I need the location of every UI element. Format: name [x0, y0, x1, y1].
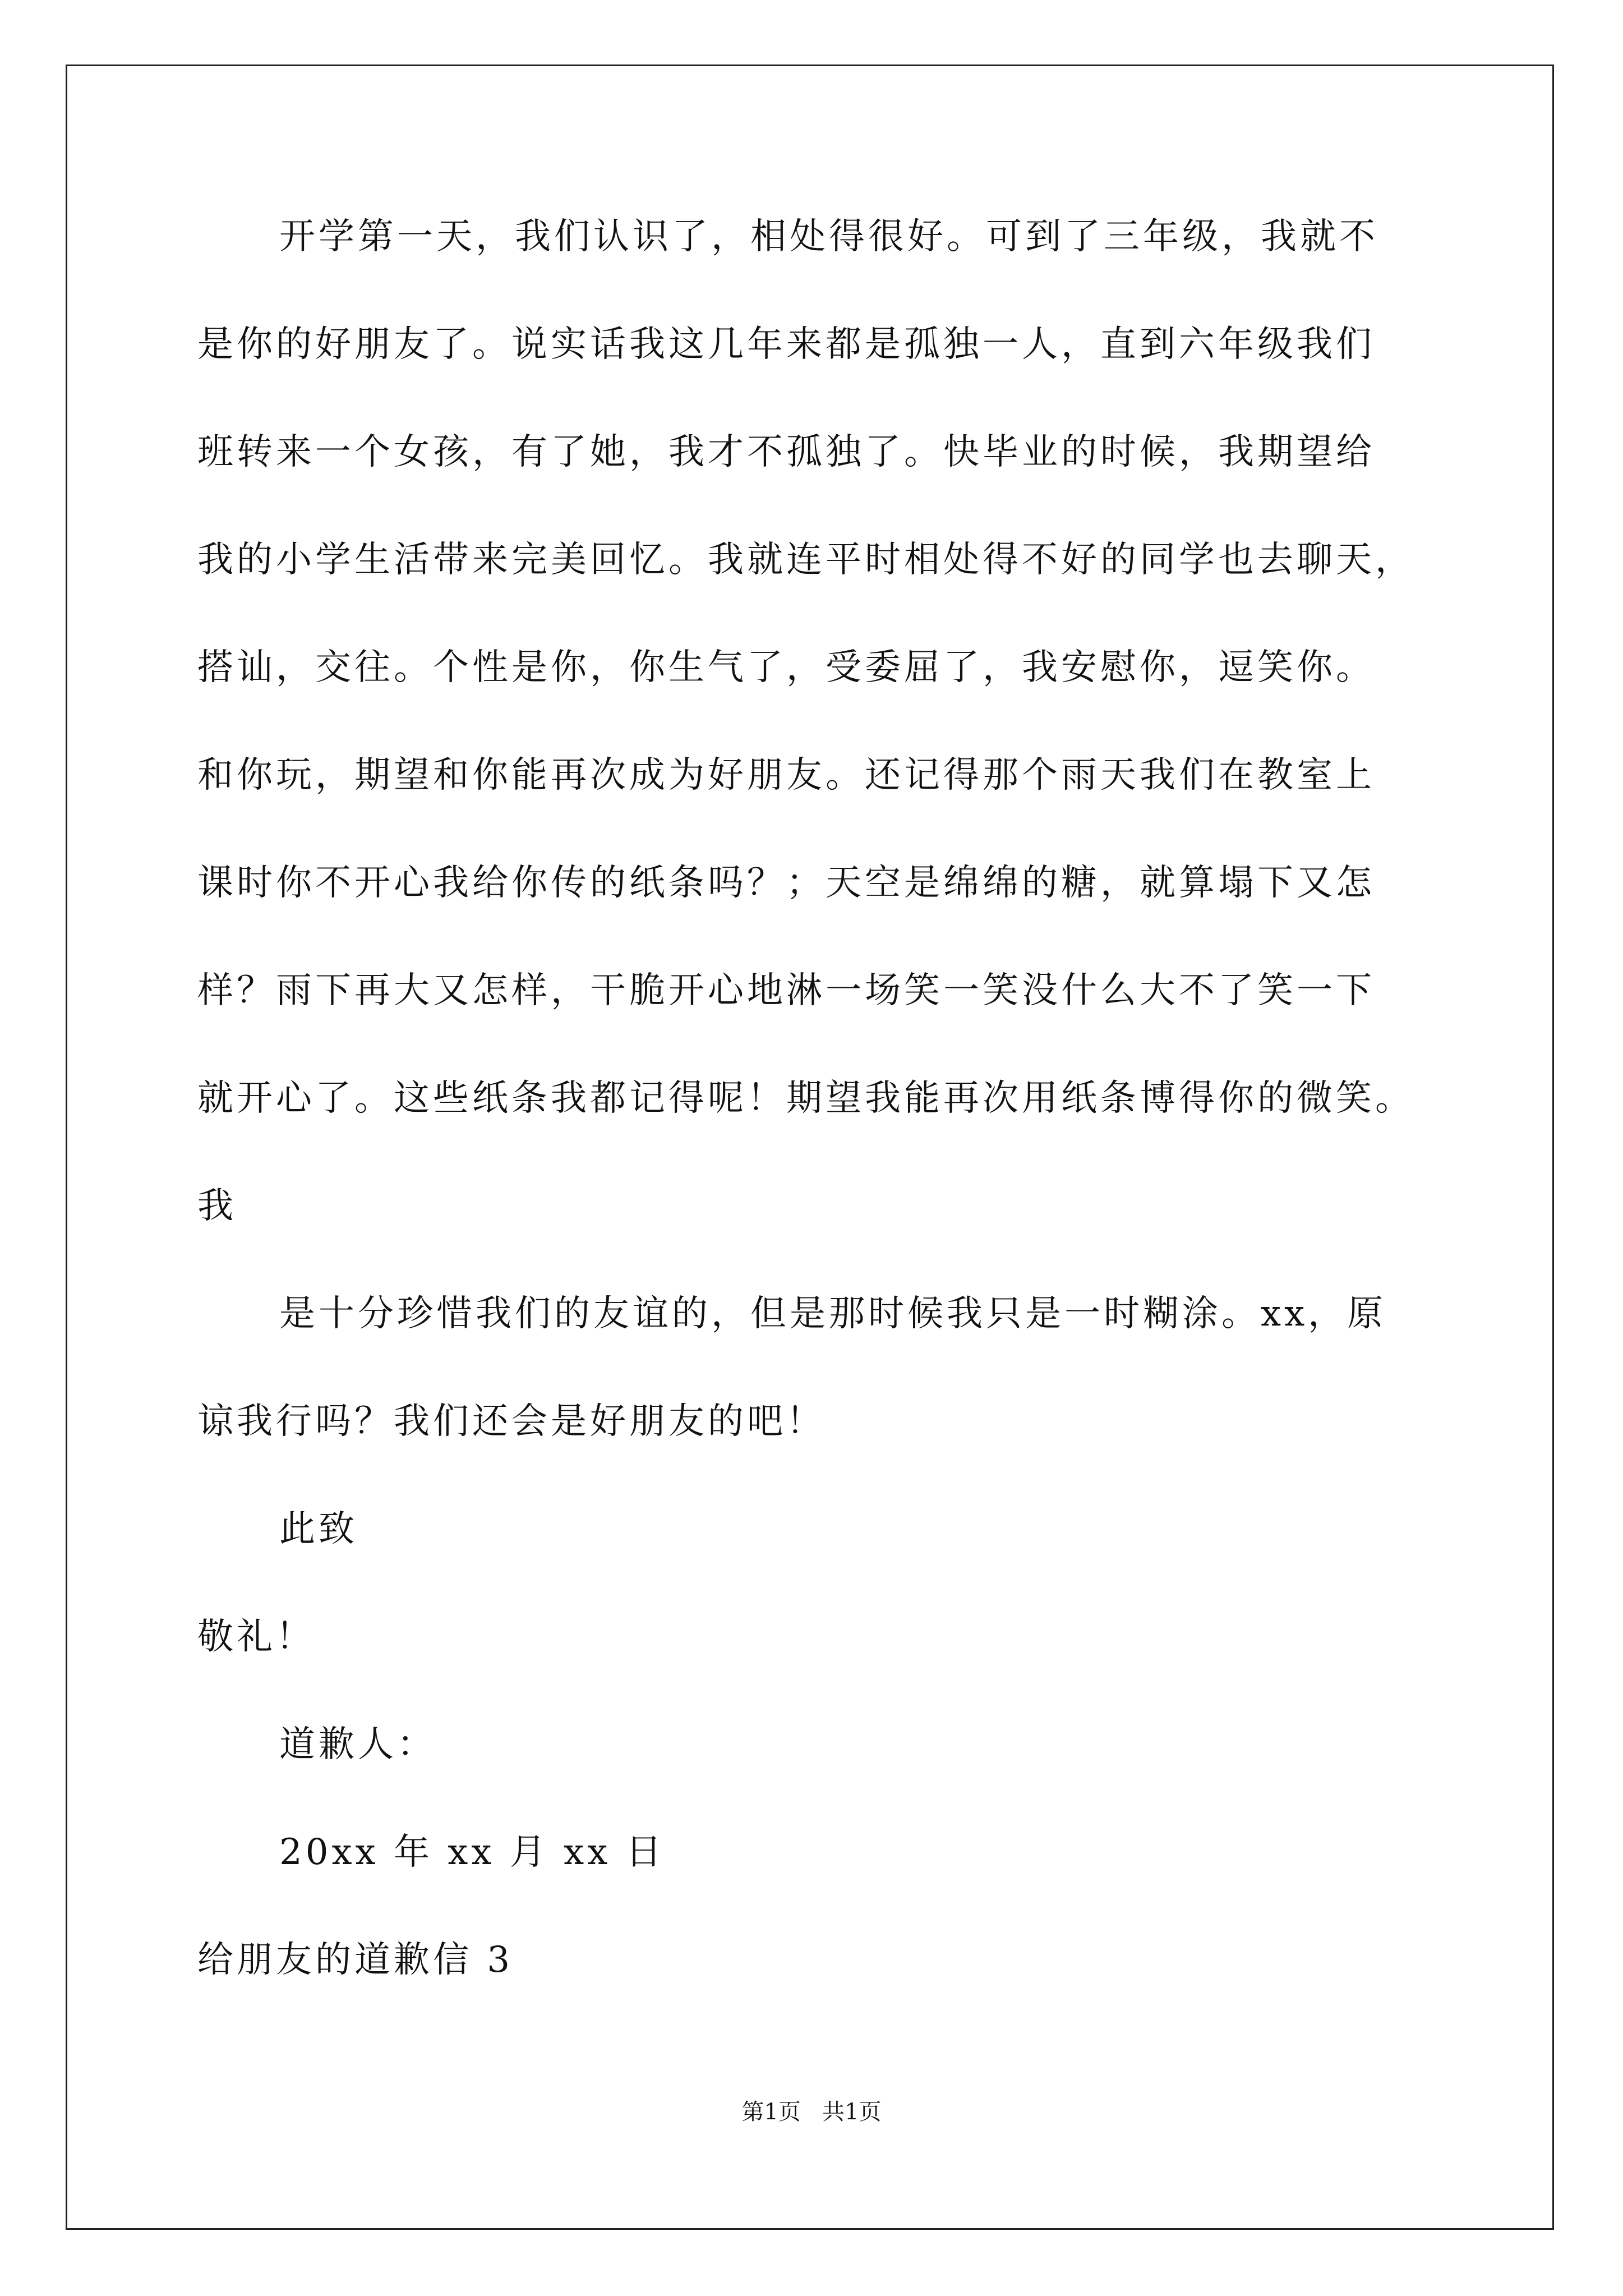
- page-number-footer: 第1页 共1页: [741, 2099, 882, 2125]
- paragraph-line-11: 是十分珍惜我们的友谊的，但是那时候我只是一时糊涂。xx，原: [279, 1293, 1387, 1335]
- paragraph-line-6: 和你玩，期望和你能再次成为好朋友。还记得那个雨天我们在教室上: [197, 754, 1375, 796]
- signature-label: 道歉人：: [279, 1724, 436, 1765]
- closing-salutation: 此致: [279, 1508, 358, 1550]
- paragraph-line-8: 样？雨下再大又怎样，干脆开心地淋一场笑一笑没什么大不了笑一下: [197, 970, 1375, 1011]
- paragraph-line-1: 开学第一天，我们认识了，相处得很好。可到了三年级，我就不: [279, 216, 1378, 257]
- closing-regards: 敬礼！: [197, 1616, 315, 1658]
- paragraph-line-10: 我: [197, 1185, 237, 1227]
- paragraph-line-12: 谅我行吗？我们还会是好朋友的吧！: [197, 1401, 826, 1442]
- paragraph-line-2: 是你的好朋友了。说实话我这几年来都是孤独一人，直到六年级我们: [197, 324, 1375, 365]
- paragraph-line-4: 我的小学生活带来完美回忆。我就连平时相处得不好的同学也去聊天，: [197, 539, 1414, 581]
- next-letter-heading: 给朋友的道歉信 3: [197, 1939, 514, 1981]
- paragraph-line-9: 就开心了。这些纸条我都记得呢！期望我能再次用纸条博得你的微笑。: [197, 1078, 1414, 1119]
- paragraph-line-3: 班转来一个女孩，有了她，我才不孤独了。快毕业的时候，我期望给: [197, 431, 1375, 473]
- page-border: [66, 65, 1554, 2230]
- paragraph-line-7: 课时你不开心我给你传的纸条吗？；天空是绵绵的糖，就算塌下又怎: [197, 862, 1375, 904]
- paragraph-line-5: 搭讪，交往。个性是你，你生气了，受委屈了，我安慰你，逗笑你。: [197, 647, 1375, 688]
- date-line: 20xx 年 xx 月 xx 日: [279, 1832, 665, 1873]
